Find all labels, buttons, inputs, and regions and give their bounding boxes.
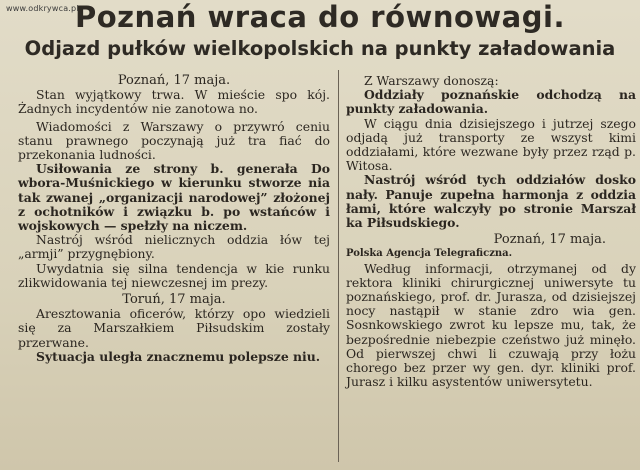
watermark: www.odkrywca.pl: [6, 4, 79, 13]
paragraph: Z Warszawy donoszą:: [364, 73, 499, 88]
headline: Poznań wraca do równowagi.: [75, 0, 565, 34]
paragraph: Wiadomości z Warszawy o przywró ceniu stanu prawnego poczynają już tra fiać do przekonania ludności.: [18, 118, 330, 163]
paragraph: Uwydatnia się silna tendencja w kie runku zlikwidowania tej niewczesnej im prezy.: [18, 260, 330, 290]
dateline-torun: Toruń, 17 maja.: [122, 292, 226, 308]
paragraph: Według informacji, otrzymanej od dy rektora kliniki chirurgicznej uniwersyte tu poznańskiego, prof. dr. Jurasza, od dzisiejszej nocy nastąpił w stanie zdro wia gen. Sosnkowskiego zwrot ku lepsze mu, tak, że bezpośrednie niebezpie czeństwo już minęło. Od pierwszej chwi li czuwają przy łożu chorego bez przer wy gen. dyr. kliniki prof. Jurasz i kilku asystentów uniwersytetu.: [346, 260, 636, 390]
paragraph: Stan wyjątkowy trwa. W mieście spo kój. Żadnych incydentów nie zanotowa no.: [18, 87, 330, 117]
paragraph: Nastrój wśród tych oddziałów dosko nały. Panuje zupełna harmonja z oddzia łami, które walczyły po stronie Marszał ka Piłsudskiego.: [346, 172, 636, 231]
agency-credit: Polska Agencja Telegraficzna.: [346, 248, 513, 260]
dateline-poznan-right: Poznań, 17 maja.: [493, 232, 606, 248]
right-column: [346, 74, 636, 389]
paragraph: W ciągu dnia dzisiejszego i jutrzej szego odjadą już transporty ze wszyst kimi oddziałami, które wezwane były przez rząd p. Witosa.: [346, 115, 636, 174]
paragraph: Sytuacja uległa znacznemu polepsze niu.: [36, 348, 321, 364]
column-divider: [338, 70, 339, 462]
left-column: [18, 74, 330, 364]
paragraph: Oddziały poznańskie odchodzą na punkty załadowania.: [346, 87, 636, 117]
subheadline: Odjazd pułków wielkopolskich na punkty załadowania: [24, 37, 616, 60]
paragraph: Nastrój wśród nielicznych oddzia łów tej „armji” przygnębiony.: [18, 232, 330, 262]
paragraph: Aresztowania oficerów, którzy opo wiedzieli się za Marszałkiem Piłsudskim zostały przerwane.: [18, 306, 330, 350]
paragraph: Usiłowania ze strony b. generała Do wbora-Muśnickiego w kierunku stworze nia tak zwanej „organizacji narodowej” złożonej z ochotników i związku b. po wstańców i wojskowych — spełzły na niczem.: [18, 161, 330, 234]
dateline-poznan: Poznań, 17 maja.: [117, 73, 231, 88]
